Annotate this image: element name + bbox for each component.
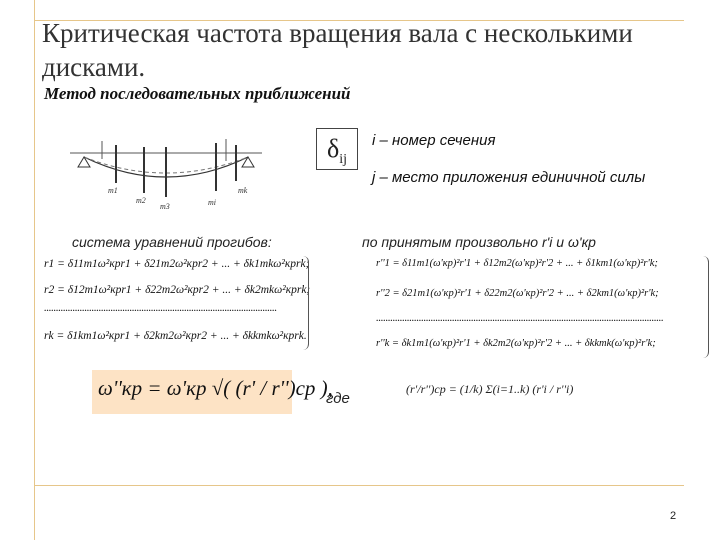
equation-right-2: r''2 = δ21m1(ω'кр)²r'1 + δ22m2(ω'кр)²r'2 + ... + δ2km1(ω'кр)²r'k; bbox=[376, 288, 659, 299]
bottom-rule bbox=[34, 485, 684, 486]
main-formula: ω''кр = ω'кр √( (r' / r'')ср ), bbox=[98, 376, 333, 400]
page-number: 2 bbox=[670, 510, 677, 522]
equation-left-2: r2 = δ12m1ω²крr1 + δ22m2ω²крr2 + ... + δk2mkω²крrk; bbox=[44, 284, 311, 296]
diagram-label-mk: mk bbox=[238, 186, 248, 195]
equation-right-ellipsis: ......................................................................................................................... bbox=[376, 312, 664, 324]
equation-right-k: r''k = δk1m1(ω'кр)²r'1 + δk2m2(ω'кр)²r'2 + ... + δkkmk(ω'кр)²r'k; bbox=[376, 338, 656, 349]
equation-system-left bbox=[44, 258, 311, 350]
delta-subscript: ij bbox=[339, 152, 348, 168]
definition-i: i – номер сечения bbox=[372, 132, 496, 149]
diagram-label-m1: m1 bbox=[108, 186, 118, 195]
slide-subtitle: Метод последовательных приближений bbox=[44, 84, 351, 103]
slide-title: Критическая частота вращения вала с несколькими дисками. bbox=[42, 18, 633, 82]
label-arbitrary-values: по принятым произвольно r'i и ω'кр bbox=[362, 234, 596, 250]
where-label: где bbox=[326, 390, 350, 407]
equation-system-right bbox=[376, 258, 704, 358]
shaft-diagram bbox=[66, 135, 266, 215]
brace-right bbox=[702, 256, 709, 358]
diagram-label-m3: m3 bbox=[160, 202, 170, 211]
left-rule bbox=[34, 0, 35, 540]
delta-symbol: δ bbox=[326, 134, 340, 163]
delta-ij-box bbox=[316, 128, 358, 170]
label-deflection-system: система уравнений прогибов: bbox=[72, 234, 272, 250]
equation-left-1: r1 = δ11m1ω²крr1 + δ21m2ω²крr2 + ... + δk1mkω²крrk; bbox=[44, 258, 310, 270]
diagram-label-mi: mi bbox=[208, 198, 216, 207]
average-ratio-formula: (r'/r'')ср = (1/k) Σ(i=1..k) (r'i / r''i) bbox=[406, 382, 574, 396]
equation-left-k: rk = δ1km1ω²крr1 + δ2km2ω²крr2 + ... + δkkmkω²крrk. bbox=[44, 330, 307, 342]
equation-left-ellipsis: .................................................................................................. bbox=[44, 302, 277, 314]
equation-right-1: r''1 = δ11m1(ω'кр)²r'1 + δ12m2(ω'кр)²r'2 + ... + δ1km1(ω'кр)²r'k; bbox=[376, 258, 658, 269]
brace-left bbox=[300, 256, 309, 350]
definition-j: j – место приложения единичной силы bbox=[372, 169, 646, 186]
diagram-label-m2: m2 bbox=[136, 196, 146, 205]
